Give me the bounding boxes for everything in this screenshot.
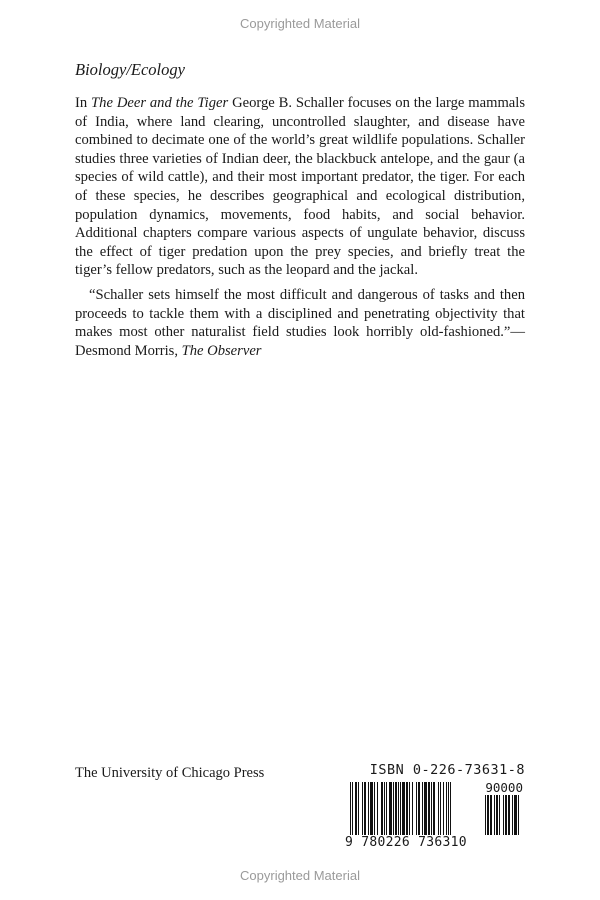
barcode-bar [512,795,513,835]
quote-text: “Schaller sets himself the most difficult and dangerous of tasks and then proceeds to tackle them with a disciplined and penetrating objectivity that makes most other naturalist field studies look horribly old-fashioned.”—Desmond Morris, [75,286,525,359]
barcode-bar [490,795,492,835]
publisher-name: The University of Chicago Press [75,765,265,781]
copyright-watermark-top: Copyrighted Material [240,16,360,31]
barcode-bar [514,795,517,835]
barcode-bar [518,795,519,835]
barcode-bar [487,795,489,835]
subject-category: Biology/Ecology [75,60,185,79]
barcode-bar [505,795,507,835]
description-intro-prefix: In [75,95,92,111]
description-body: George B. Schaller focuses on the large mammals of India, where land clearing, uncontrolled slaughter, and disease have combined to decimate one of the world’s great wildlife populations. Schaller studies three varieties of Indian deer, the blackbuck antelope, and the gaur (a species of wild cattle), and their most important predator, the tiger. For each of these species, he describes geographical and ecological distribution, population dynamics, movements, food habits, and social behavior. Additional chapters compare various aspects of ungulate behavior, discuss the effect of tiger predation upon the prey species, and briefly treat the tiger’s fellow predators, such as the leopard and the jackal. [75,95,526,279]
barcode-bar [496,795,498,835]
book-description [75,94,525,280]
addon-barcode [485,795,523,835]
review-quote [75,286,525,360]
barcode-number: 9 780226 736310 [345,835,467,850]
barcode-bar [508,795,510,835]
price-code: 90000 [485,780,523,795]
barcode-bar [485,795,486,835]
barcode-bar [503,795,504,835]
copyright-watermark-bottom: Copyrighted Material [240,868,360,883]
isbn-barcode-block [345,762,525,850]
book-title: The Deer and the Tiger [91,95,229,111]
isbn-label: ISBN 0-226-73631-8 [369,762,525,778]
barcode-bar [499,795,500,835]
barcode-bar [494,795,495,835]
back-cover-text [75,60,525,366]
quote-source: The Observer [181,342,262,359]
